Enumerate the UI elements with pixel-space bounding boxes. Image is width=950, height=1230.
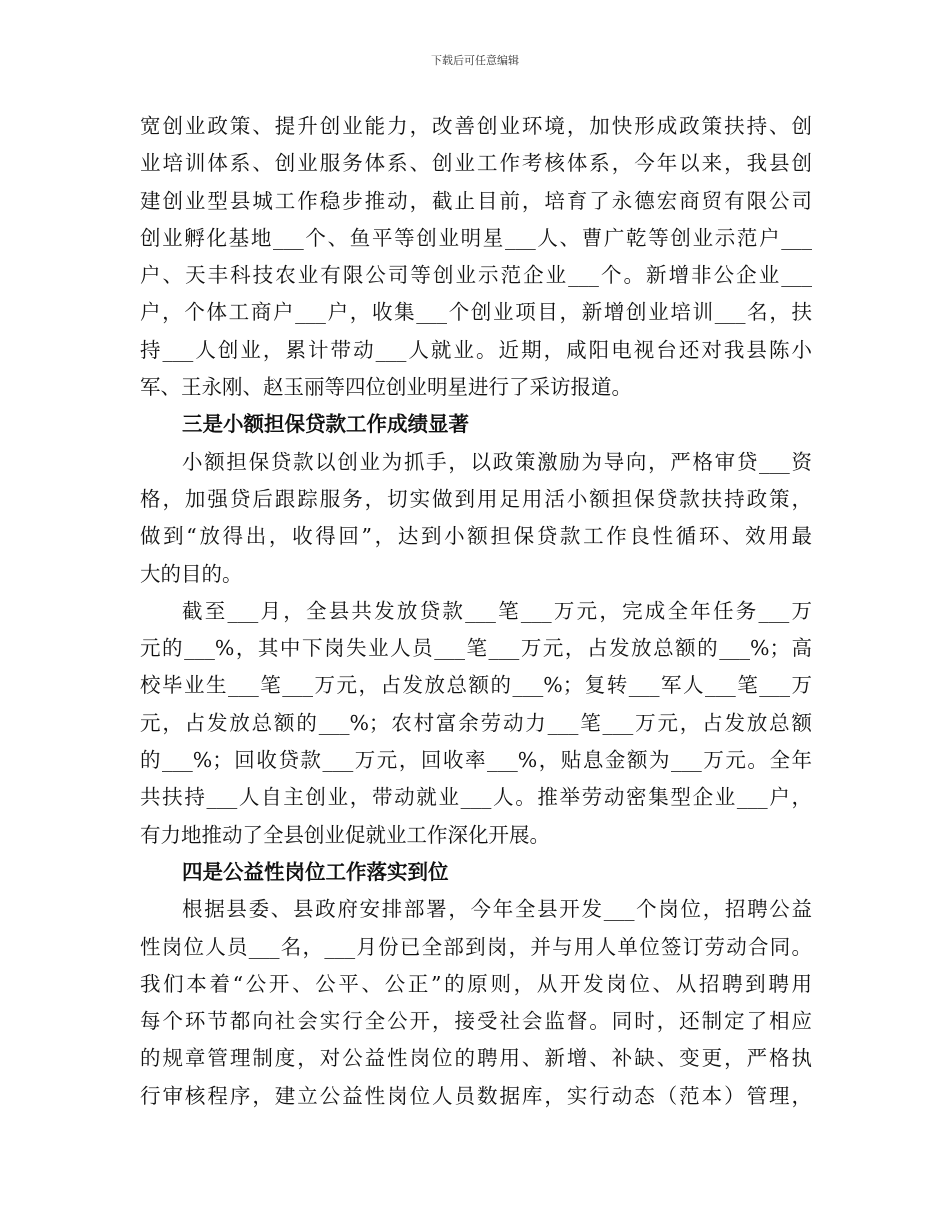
body-line: 共扶持___人自主创业，带动就业___人。推举劳动密集型企业___户， bbox=[140, 785, 812, 810]
body-line: 的___%；回收贷款___万元，回收率___%，贴息金额为___万元。全年 bbox=[140, 748, 812, 773]
body-line: 元，占发放总额的___%；农村富余劳动力___笔___万元，占发放总额 bbox=[140, 710, 812, 735]
body-line: 行审核程序，建立公益性岗位人员数据库，实行动态（范本）管理， bbox=[140, 1083, 812, 1108]
body-line: 截至___月，全县共发放贷款___笔___万元，完成全年任务___万 bbox=[182, 598, 812, 623]
body-line: 校毕业生___笔___万元，占发放总额的___%；复转___军人___笔___万 bbox=[140, 673, 812, 698]
body-line: 户、天丰科技农业有限公司等创业示范企业___个。新增非公企业___ bbox=[140, 263, 812, 288]
body-line: 建创业型县城工作稳步推动，截止目前，培育了永德宏商贸有限公司 bbox=[140, 188, 812, 213]
body-line: 持___人创业，累计带动___人就业。近期，咸阳电视台还对我县陈小 bbox=[140, 337, 812, 362]
body-line: 户，个体工商户___户，收集___个创业项目，新增创业培训___名，扶 bbox=[140, 300, 812, 325]
body-line: 有力地推动了全县创业促就业工作深化开展。 bbox=[140, 822, 550, 847]
document-body bbox=[140, 108, 812, 1115]
body-line: 业培训体系、创业服务体系、创业工作考核体系，今年以来，我县创 bbox=[140, 151, 812, 176]
body-line: 小额担保贷款以创业为抓手，以政策激励为导向，严格审贷___资 bbox=[182, 449, 812, 474]
body-line: 性岗位人员___名，___月份已全部到岗，并与用人单位签订劳动合同。 bbox=[140, 934, 812, 959]
body-line: 格，加强贷后跟踪服务，切实做到用足用活小额担保贷款扶持政策， bbox=[140, 486, 812, 511]
body-line: 的规章管理制度，对公益性岗位的聘用、新增、补缺、变更，严格执 bbox=[140, 1046, 812, 1071]
body-line: 每个环节都向社会实行全公开，接受社会监督。同时，还制定了相应 bbox=[140, 1009, 812, 1034]
page-header: 下载后可任意编辑 bbox=[431, 54, 519, 67]
body-line: 创业孵化基地___个、鱼平等创业明星___人、曹广乾等创业示范户___ bbox=[140, 225, 812, 250]
body-line: 军、王永刚、赵玉丽等四位创业明星进行了采访报道。 bbox=[140, 375, 632, 400]
body-line: 元的___%，其中下岗失业人员___笔___万元，占发放总额的___%；高 bbox=[140, 636, 812, 661]
section-heading: 三是小额担保贷款工作成绩显著 bbox=[182, 412, 469, 437]
body-line: 根据县委、县政府安排部署，今年全县开发___个岗位，招聘公益 bbox=[182, 897, 812, 922]
body-line: 大的目的。 bbox=[140, 561, 243, 586]
body-line: 宽创业政策、提升创业能力，改善创业环境，加快形成政策扶持、创 bbox=[140, 114, 812, 138]
body-line: 做到“放得出，收得回”，达到小额担保贷款工作良性循环、效用最 bbox=[140, 524, 812, 549]
body-line: 我们本着“公开、公平、公正”的原则，从开发岗位、从招聘到聘用 bbox=[140, 971, 812, 996]
section-heading: 四是公益性岗位工作落实到位 bbox=[182, 859, 449, 884]
